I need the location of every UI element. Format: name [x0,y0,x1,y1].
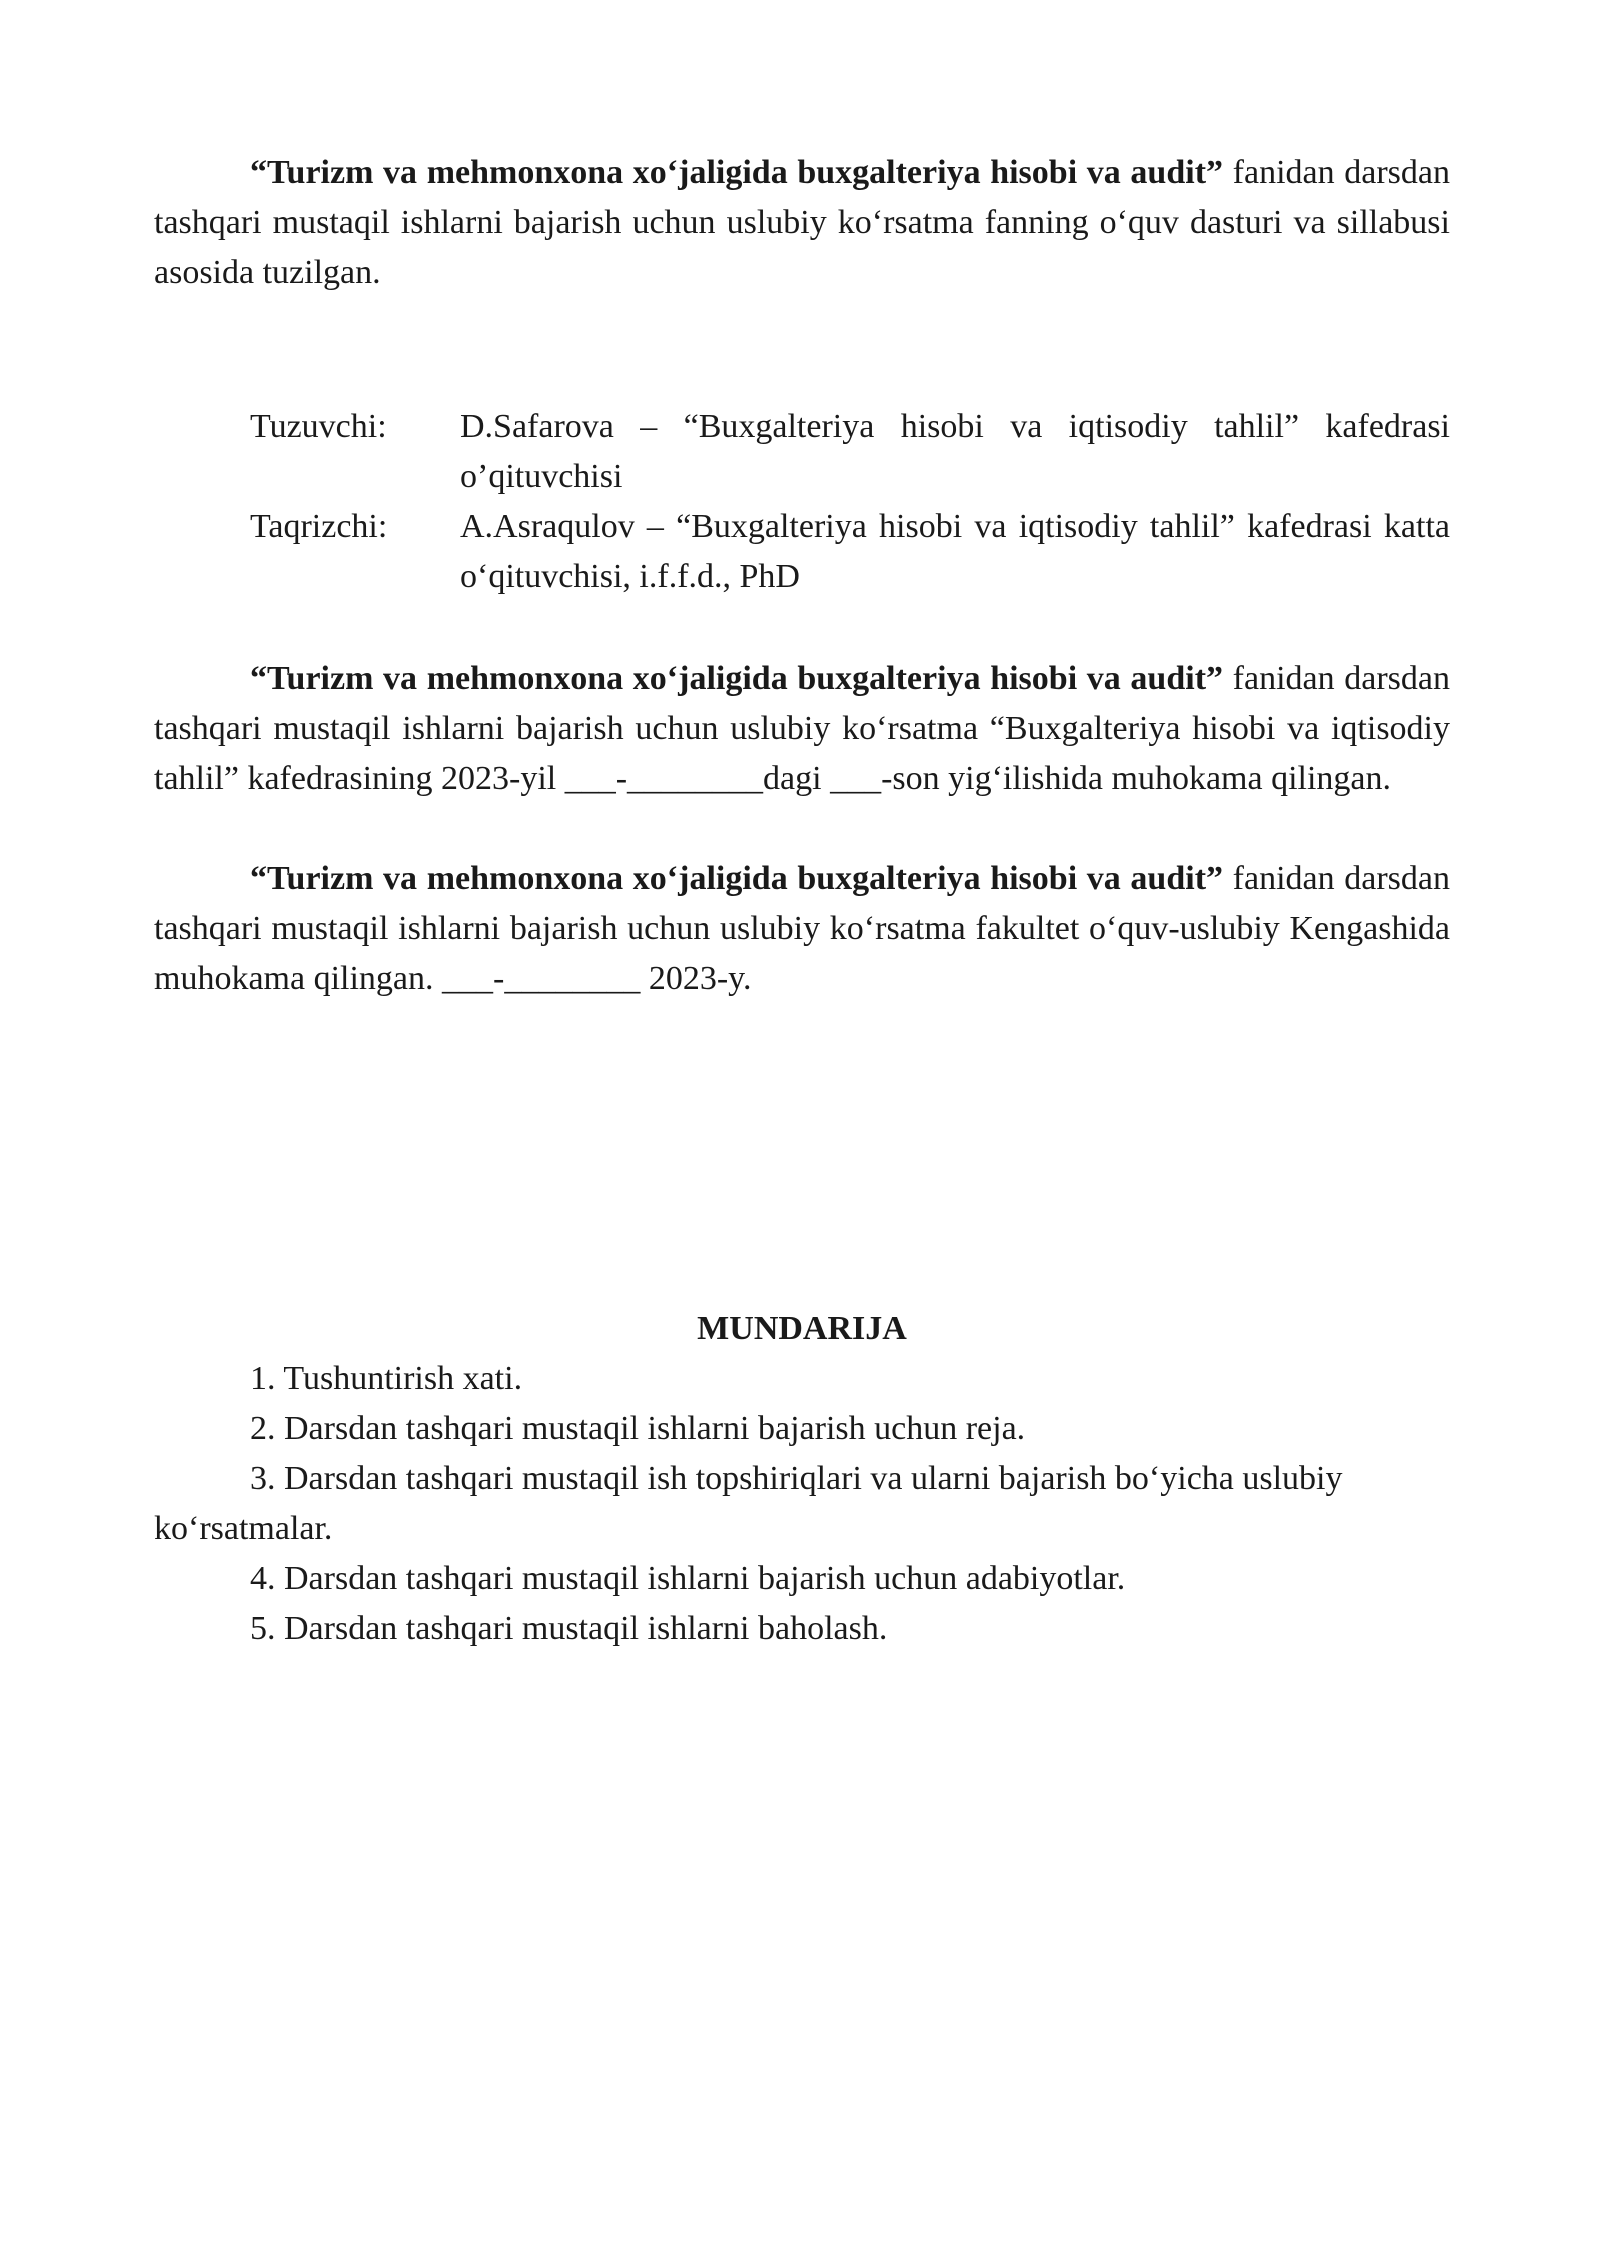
author-text-reviewer: A.Asraqulov – “Buxgalteriya hisobi va iqtisodiy tahlil” kafedrasi katta o‘qituvchisi, i.f.f.d., PhD [460,508,1450,595]
faculty-approval-paragraph [154,854,1450,1004]
toc-item: 4. Darsdan tashqari mustaqil ishlarni bajarish uchun adabiyotlar. [250,1560,1126,1597]
course-title: “Turizm va mehmonxona xo‘jaligida buxgalteriya hisobi va audit” [250,860,1224,897]
intro-paragraph [154,148,1450,298]
author-role-reviewer: Taqrizchi: [250,508,388,545]
toc-title: MUNDARIJA [697,1310,907,1347]
toc-item: 2. Darsdan tashqari mustaqil ishlarni bajarish uchun reja. [250,1410,1026,1447]
author-text-compiler: D.Safarova – “Buxgalteriya hisobi va iqtisodiy tahlil” kafedrasi o’qituvchisi [460,408,1450,495]
faculty-approval-text: fanidan darsdan tashqari mustaqil ishlarni bajarish uchun uslubiy ko‘rsatma fakultet o‘quv-uslubiy Kengashida muhokama qilingan. ___-________ 2023-y. [154,860,1451,997]
department-approval-paragraph [154,654,1450,804]
toc-item: 1. Tushuntirish xati. [250,1360,523,1397]
toc-item: 3. Darsdan tashqari mustaqil ish topshiriqlari va ularni bajarish bo‘yicha uslubiy ko‘rsatmalar. [154,1460,1343,1547]
course-title: “Turizm va mehmonxona xo‘jaligida buxgalteriya hisobi va audit” [250,660,1224,697]
department-approval-text: fanidan darsdan tashqari mustaqil ishlarni bajarish uchun uslubiy ko‘rsatma “Buxgalteriya hisobi va iqtisodiy tahlil” kafedrasining 2023-yil ___-________dagi ___-son yig‘ilishida muhokama qilingan. [154,660,1451,797]
document-page [154,148,1450,1654]
author-role-compiler: Tuzuvchi: [250,408,387,445]
author-row-reviewer [154,502,1450,602]
table-of-contents [154,1304,1450,1654]
authors-block [154,402,1450,602]
intro-text: fanidan darsdan tashqari mustaqil ishlarni bajarish uchun uslubiy ko‘rsatma fanning o‘quv dasturi va sillabusi asosida tuzilgan. [154,154,1451,291]
author-row-compiler [154,402,1450,502]
course-title: “Turizm va mehmonxona xo‘jaligida buxgalteriya hisobi va audit” [250,154,1224,191]
toc-item: 5. Darsdan tashqari mustaqil ishlarni baholash. [250,1610,888,1647]
